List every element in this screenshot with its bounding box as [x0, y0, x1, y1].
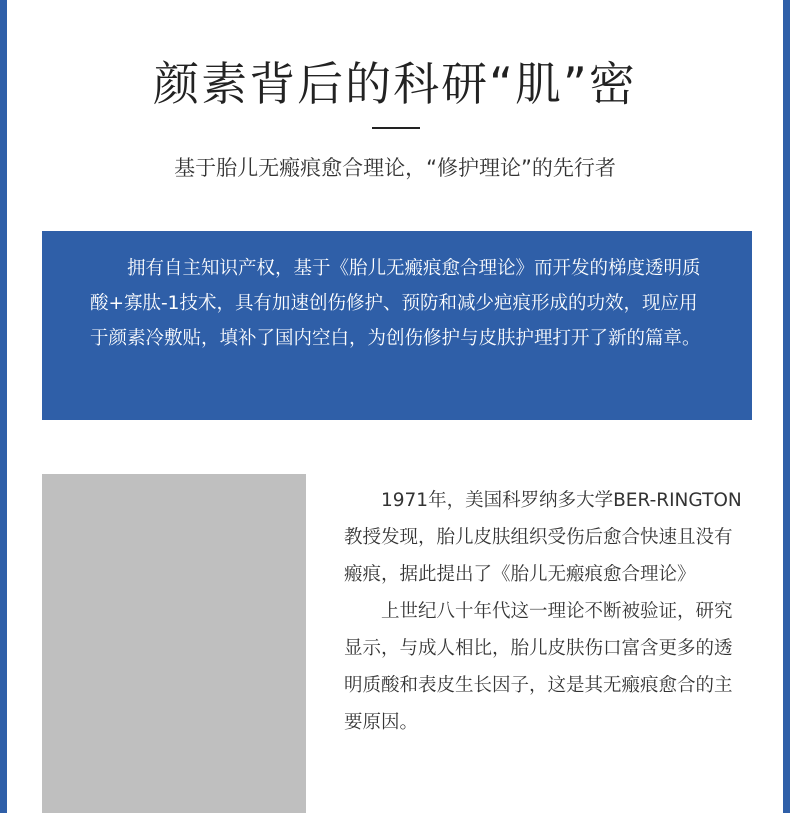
right-accent-border [783, 0, 790, 813]
page-subtitle: 基于胎儿无瘢痕愈合理论，“修护理论”的先行者 [174, 156, 616, 180]
story-paragraph-2: 上世纪八十年代这一理论不断被验证，研究显示，与成人相比，胎儿皮肤伤口富含更多的透明质酸和表皮生长因子，这是其无瘢痕愈合的主要原因。 [344, 601, 733, 733]
intro-panel [42, 231, 752, 420]
page-title: 颜素背后的科研“肌”密 [153, 57, 637, 111]
story-paragraph-1: 1971年，美国科罗纳多大学BER-RINGTON教授发现，胎儿皮肤组织受伤后愈合快速且没有瘢痕，据此提出了《胎儿无瘢痕愈合理论》 [344, 490, 742, 585]
portrait-image [42, 474, 306, 813]
title-divider [372, 127, 420, 129]
left-accent-border [0, 0, 7, 813]
story-text [344, 482, 746, 741]
intro-text: 拥有自主知识产权，基于《胎儿无瘢痕愈合理论》而开发的梯度透明质酸+寡肽-1技术，具有加速创伤修护、预防和减少疤痕形成的功效，现应用于颜素冷敷贴，填补了国内空白，为创伤修护与皮肤护理打开了新的篇章。 [90, 258, 701, 349]
professor-photo [42, 474, 306, 813]
